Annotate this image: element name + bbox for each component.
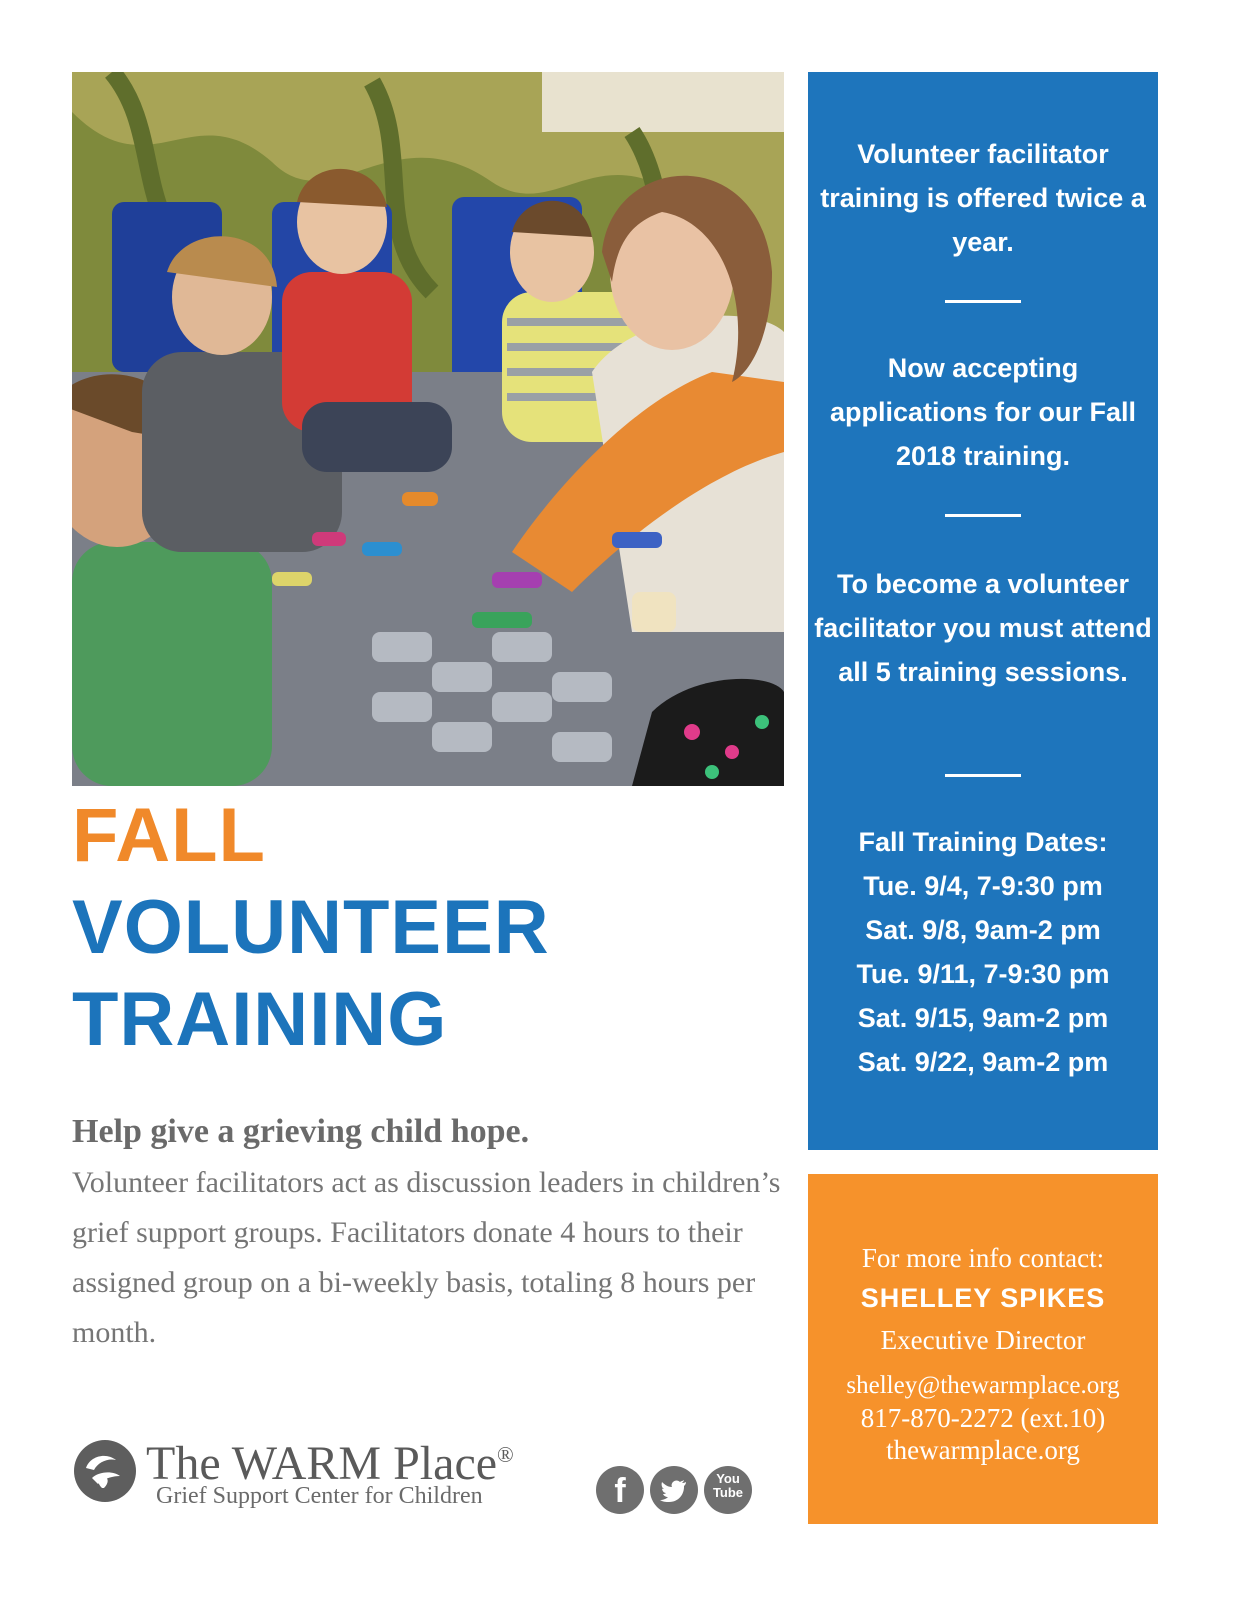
training-date: Tue. 9/4, 7-9:30 pm: [863, 871, 1103, 901]
twitter-bird-glyph: [650, 1466, 698, 1514]
training-date: Sat. 9/8, 9am-2 pm: [865, 915, 1101, 945]
training-dates: [808, 820, 1158, 1084]
info-accepting-applications: Now accepting applications for our Fall 2018 training.: [829, 353, 1137, 471]
registered-mark: ®: [497, 1442, 514, 1467]
youtube-bottom-text: Tube: [712, 1485, 744, 1500]
training-date: Sat. 9/15, 9am-2 pm: [857, 1003, 1109, 1033]
title-line-fall: FALL: [72, 793, 266, 878]
logo-tagline: Grief Support Center for Children: [156, 1483, 483, 1509]
contact-role: Executive Director: [880, 1325, 1086, 1355]
intro-section: [72, 1110, 784, 1358]
training-info-panel: [808, 72, 1158, 1150]
info-attendance-requirement: To become a volunteer facilitator you must attend all 5 training sessions.: [814, 569, 1152, 687]
contact-label: For more info contact:: [861, 1243, 1105, 1273]
divider: [945, 514, 1021, 517]
info-offered-twice: Volunteer facilitator training is offered twice a year.: [820, 139, 1146, 257]
hero-photo-illustration: [72, 72, 784, 786]
divider: [945, 300, 1021, 303]
hands-heart-icon: [72, 1438, 138, 1504]
warm-place-logo: [72, 1434, 582, 1514]
poster-title: [72, 790, 550, 1066]
logo-name-text: The WARM Place: [146, 1437, 498, 1490]
training-date: Tue. 9/11, 7-9:30 pm: [856, 959, 1110, 989]
title-line-training: TRAINING: [72, 977, 448, 1062]
youtube-icon[interactable]: [704, 1466, 752, 1514]
intro-headline: Help give a grieving child hope.: [72, 1113, 530, 1150]
intro-body: Volunteer facilitators act as discussion leaders in children’s grief support groups. Facilitators donate 4 hours to their assigned group on a bi-weekly basis, totaling 8 hours per month.: [72, 1166, 781, 1349]
facebook-icon[interactable]: f: [596, 1466, 644, 1514]
contact-website[interactable]: thewarmplace.org: [886, 1435, 1080, 1465]
contact-phone[interactable]: 817-870-2272 (ext.10): [860, 1403, 1106, 1433]
title-line-volunteer: VOLUNTEER: [72, 885, 550, 970]
hero-photo: [72, 72, 784, 786]
training-date: Sat. 9/22, 9am-2 pm: [857, 1047, 1109, 1077]
youtube-top-text: You: [716, 1471, 740, 1486]
divider: [945, 774, 1021, 777]
twitter-icon[interactable]: [650, 1466, 698, 1514]
contact-name: SHELLEY SPIKES: [860, 1283, 1106, 1313]
contact-panel: [808, 1174, 1158, 1524]
contact-email[interactable]: shelley@thewarmplace.org: [846, 1372, 1120, 1399]
training-dates-title: Fall Training Dates:: [858, 827, 1108, 857]
